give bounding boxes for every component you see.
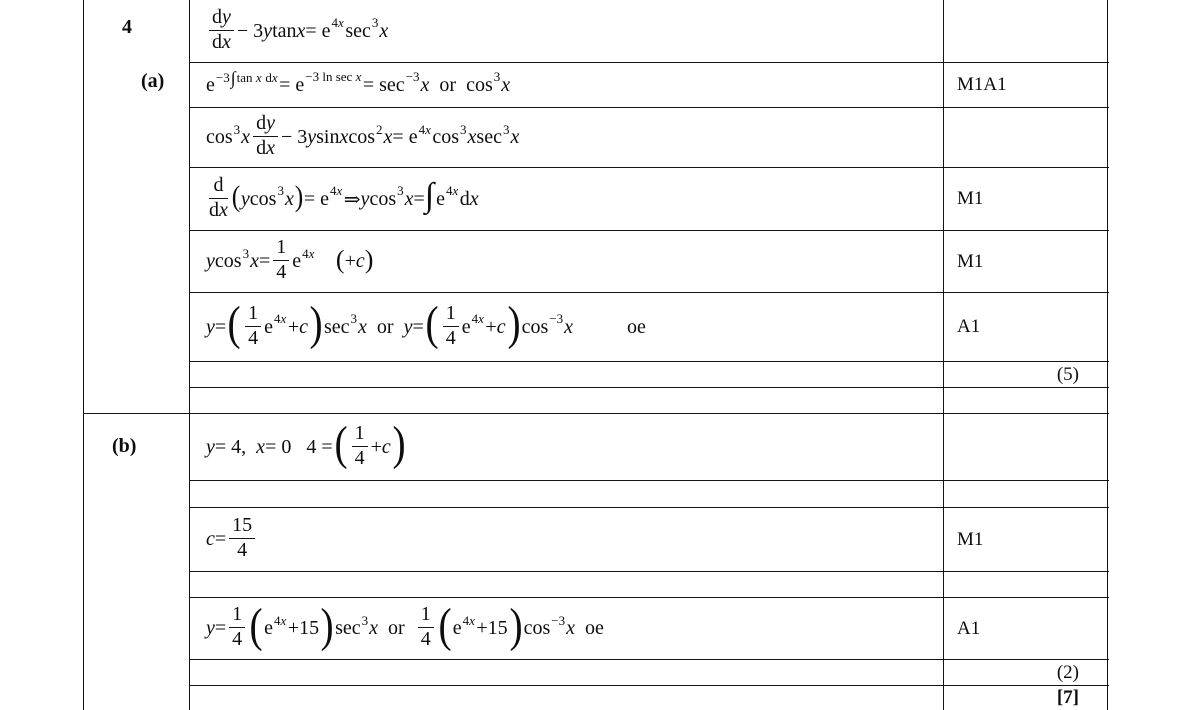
part-b-cell <box>84 413 190 710</box>
working-cell-integrating-factor: e $^{-3\int tan x dx}$ = e $^{-3 ln sec x}$ = sec $^{-3}$ x or cos $^3$ x <box>190 62 944 107</box>
marks-cell: M1 <box>944 230 1109 292</box>
marks-cell: A1 <box>944 597 1109 659</box>
working-cell-multiplied-equation: cos $^3$ x dy dx − 3 y sin x cos $^2$ x = e $^{4x}$ cos $^3$ x sec $^3$ x <box>190 107 944 167</box>
working-cell-constant-value: c = 15 4 <box>190 507 944 571</box>
working-cell-empty <box>190 571 944 597</box>
working-cell-equation: dy dx − 3 y tan x = e $^{4x}$ sec $^3$ x <box>190 0 944 62</box>
marks-cell <box>944 480 1109 507</box>
working-cell-general-solution: y = ( 1 4 e $^{4x}$ + c ) sec $^3$ x or y = ( 1 4 e $^{4x}$ + c ) cos $^{-3}$ x oe <box>190 292 944 361</box>
marks-cell <box>944 107 1109 167</box>
working-cell-empty <box>190 685 944 710</box>
part-b-label: (b) <box>112 435 137 457</box>
working-cell-particular-solution: y = 1 4 ( e $^{4x}$ +15 ) sec $^3$ x or 1 4 ( e $^{4x}$ +15 ) cos $^{-3}$ x oe <box>190 597 944 659</box>
marks-cell <box>944 571 1109 597</box>
marks-cell <box>944 413 1109 480</box>
markscheme-table <box>83 0 1108 710</box>
working-cell-integrated: y cos $^3$ x = 1 4 e $^{4x}$ ( + c ) <box>190 230 944 292</box>
marks-cell: M1 <box>944 167 1109 230</box>
part-a-label: (a) <box>141 70 165 92</box>
question-number: 4 <box>122 16 132 38</box>
working-cell-exact-derivative: d dx ( y cos $^3$ x ) = e $^{4x}$ ⇒ y cos $^3$ x = ∫ e $^{4x}$ d x <box>190 167 944 230</box>
marks-cell: M1 <box>944 507 1109 571</box>
question-number-cell <box>84 0 190 413</box>
question-total: [7] <box>944 685 1109 710</box>
marks-cell <box>944 0 1109 62</box>
part-a-subtotal: (5) <box>944 361 1109 387</box>
marks-cell <box>944 387 1109 413</box>
part-b-subtotal: (2) <box>944 659 1109 685</box>
working-cell-empty <box>190 480 944 507</box>
working-cell-empty <box>190 387 944 413</box>
working-cell-substitution: y = 4, x = 0 4 = ( 1 4 + c ) <box>190 413 944 480</box>
working-cell-empty <box>190 361 944 387</box>
marks-cell: A1 <box>944 292 1109 361</box>
marks-cell: M1A1 <box>944 62 1109 107</box>
working-cell-empty <box>190 659 944 685</box>
